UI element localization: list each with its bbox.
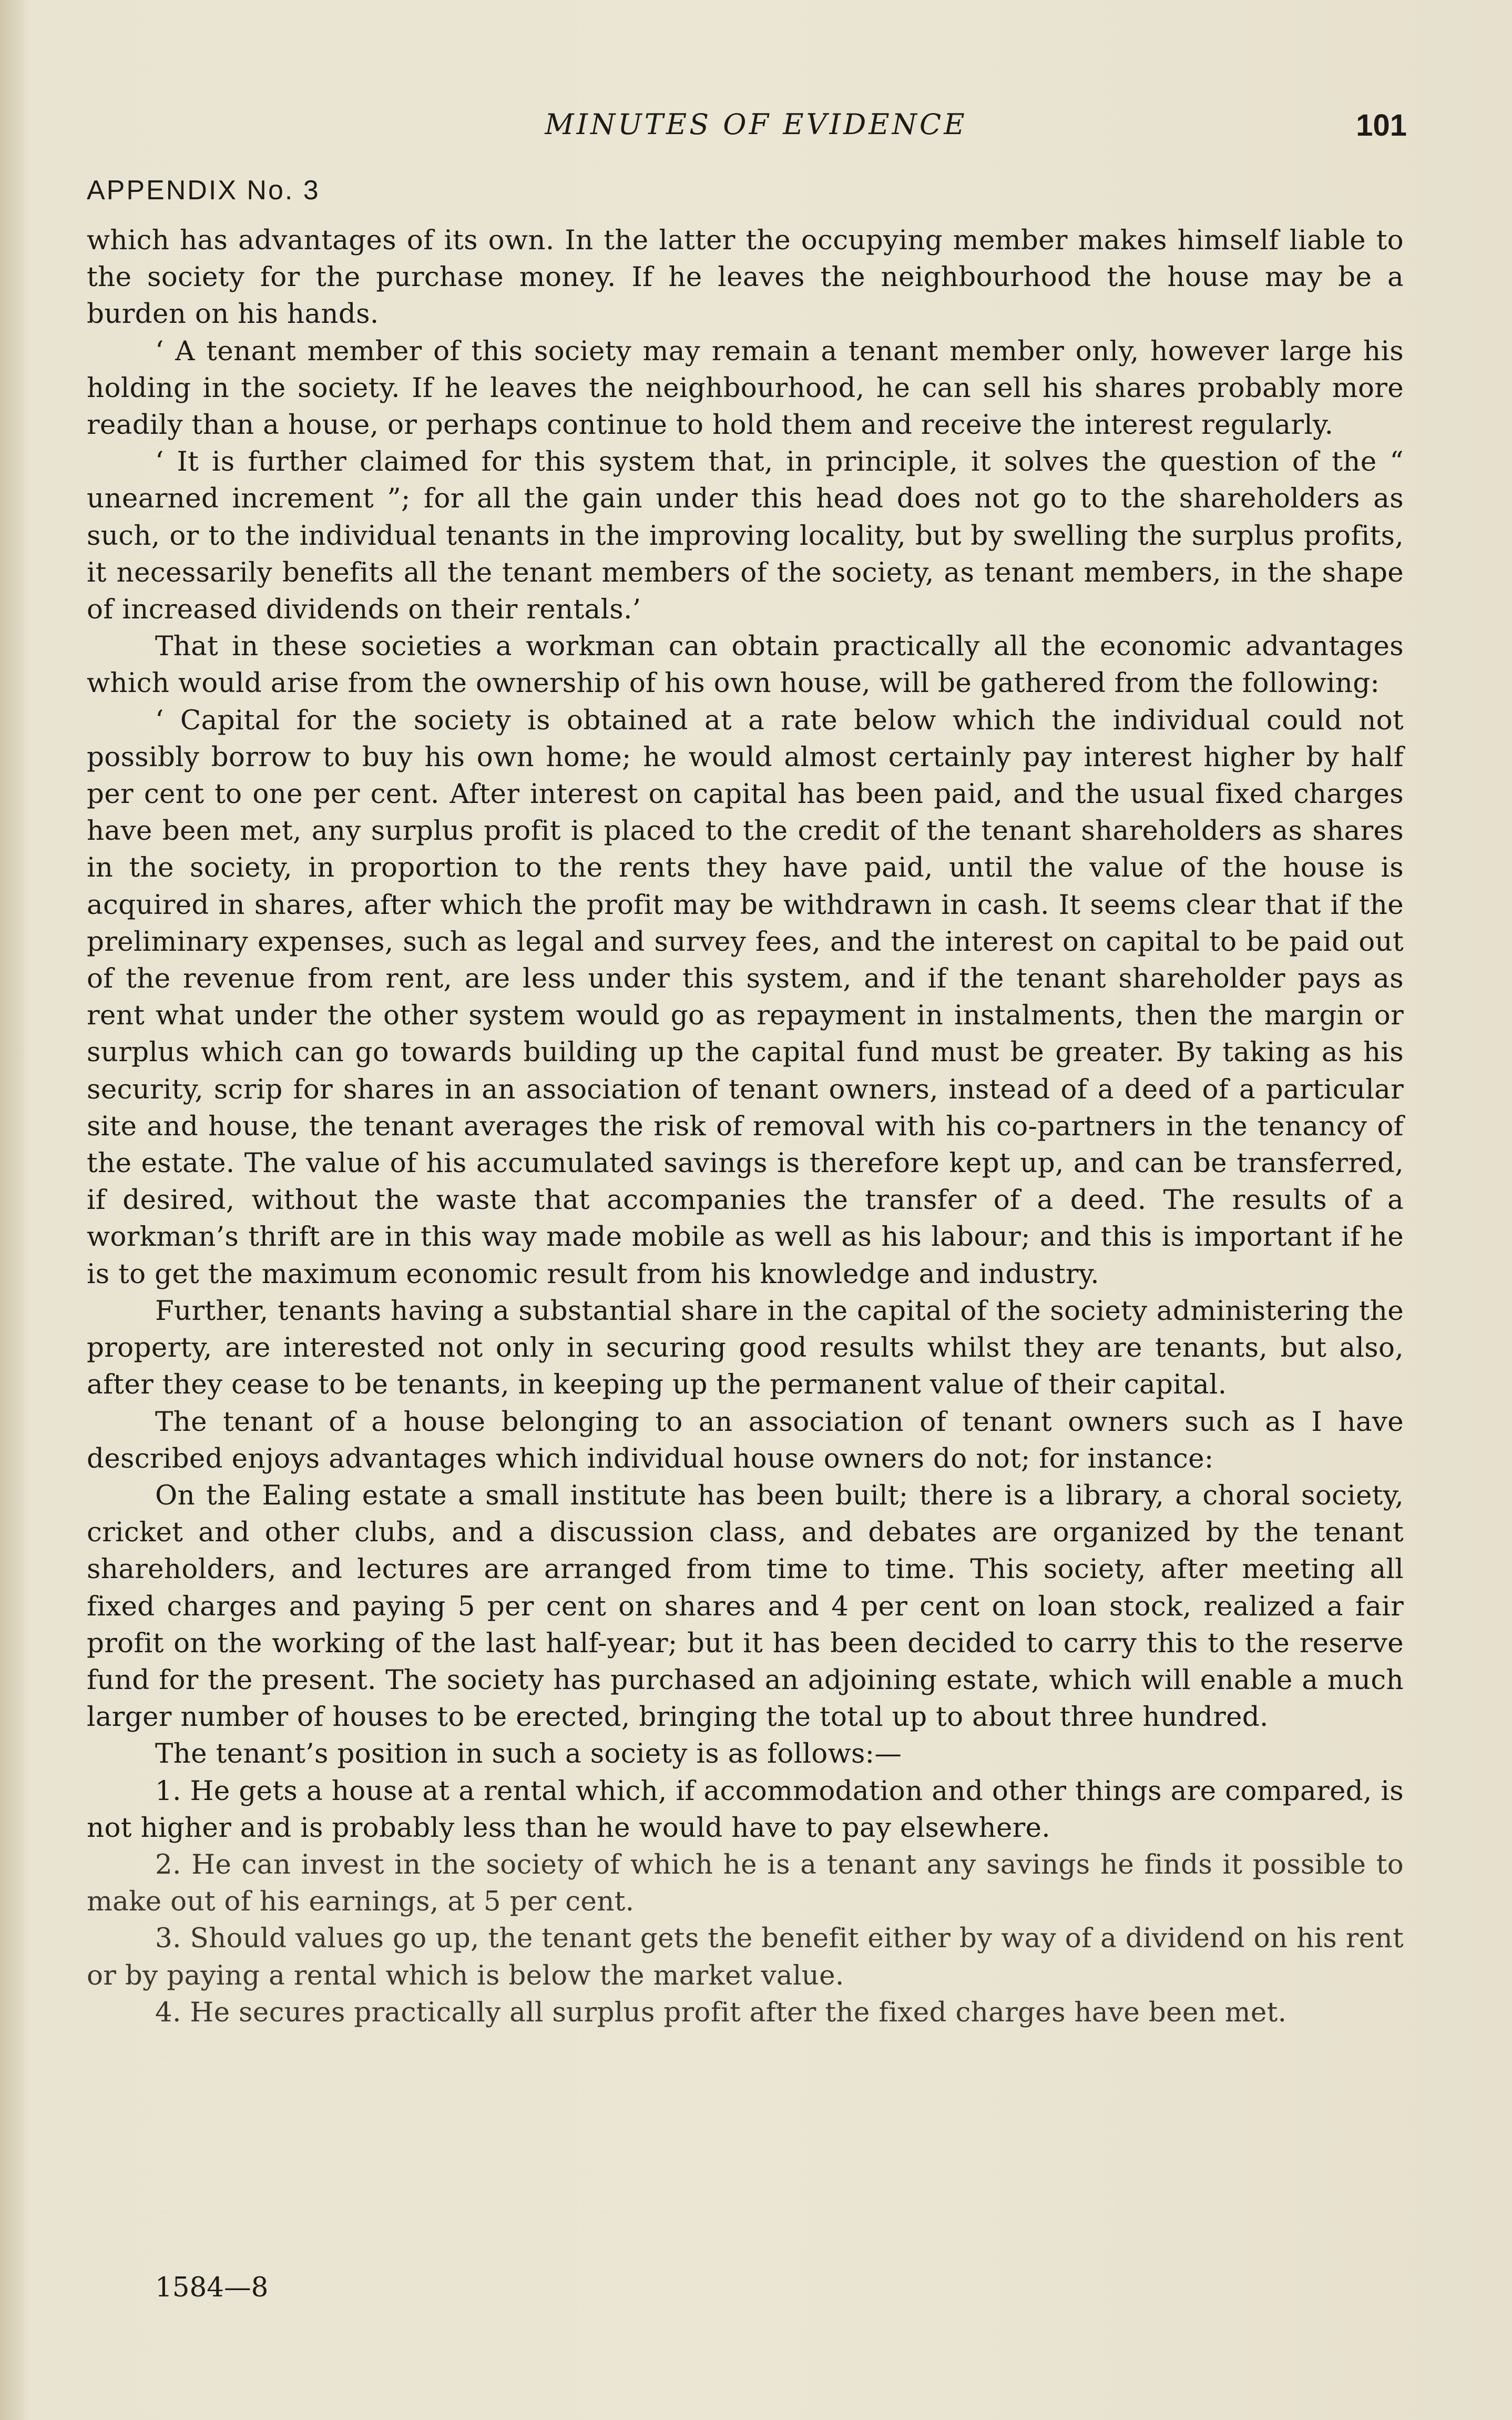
paragraph: The tenant of a house belonging to an association of tenant owners such as I have described enjoys advantages which individual house owners do not; for instance: bbox=[87, 1406, 1404, 1475]
paragraph: On the Ealing estate a small institute has been built; there is a library, a choral society, cricket and other clubs, and a discussion class, and debates are organized by the tenant shareholders, and lectures are arranged from time to time. This society, after meeting all fixed charges and paying 5 per cent on shares and 4 per cent on loan stock, realized a fair profit on the working of the last half-year; but it has been decided to carry this to the reserve fund for the present. The society has purchased an adjoining estate, which will enable a much larger number of houses to be erected, bringing the total up to about three hundred. bbox=[87, 1479, 1404, 1733]
list-item: 4. He secures practically all surplus profit after the fixed charges have been met. bbox=[155, 1996, 1287, 2028]
paragraph: ‘ It is further claimed for this system that, in principle, it solves the question of the “ unearned increment ”; for all the gain under this head does not go to the shareholders as such, or to the individual tenants in the improving locality, but by swelling the surplus profits, it necessarily benefits all the tenant members of the society, as tenant members, in the shape of increased dividends on their rentals.’ bbox=[87, 446, 1404, 626]
paragraph: The tenant’s position in such a society is as follows:— bbox=[155, 1738, 902, 1770]
list-item: 3. Should values go up, the tenant gets the benefit either by way of a dividend on his rent or by paying a rental which is below the market value. bbox=[87, 1923, 1404, 1991]
paragraph: ‘ Capital for the society is obtained at a rate below which the individual could not possibly borrow to buy his own home; he would almost certainly pay interest higher by half per cent to one per cent. After interest on capital has been paid, and the usual fixed charges have been met, any surplus profit is placed to the credit of the tenant shareholders as shares in the society, in proportion to the rents they have paid, until the value of the house is acquired in shares, after which the profit may be withdrawn in cash. It seems clear that if the preliminary expenses, such as legal and survey fees, and the interest on capital to be paid out of the revenue from rent, are less under this system, and if the tenant shareholder pays as rent what under the other system would go as repayment in instalments, then the margin or surplus which can go towards building up the capital fund must be greater. By taking as his security, scrip for shares in an association of tenant owners, instead of a deed of a particular site and house, the tenant averages the risk of removal with his co-partners in the tenancy of the estate. The value of his accumulated savings is therefore kept up, and can be transferred, if desired, without the waste that accompanies the transfer of a deed. The results of a workman’s thrift are in this way made mobile as well as his labour; and this is important if he is to get the maximum economic result from his knowledge and industry. bbox=[87, 704, 1404, 1290]
paragraph: Further, tenants having a substantial share in the capital of the society administering the property, are interested not only in securing good results whilst they are tenants, but also, after they cease to be tenants, in keeping up the permanent value of their capital. bbox=[87, 1295, 1404, 1401]
page-number: 101 bbox=[1356, 108, 1407, 143]
running-head: MINUTES OF EVIDENCE bbox=[545, 108, 967, 141]
paragraph: That in these societies a workman can obtain practically all the economic advantages which would arise from the ownership of his own house, will be gathered from the following: bbox=[87, 631, 1404, 699]
body-text bbox=[87, 222, 1404, 2031]
list-item: 1. He gets a house at a rental which, if accommodation and other things are compared, is not higher and is probably less than he would have to pay elsewhere. bbox=[87, 1775, 1404, 1844]
appendix-label: APPENDIX No. 3 bbox=[87, 175, 320, 206]
page-spine-shadow bbox=[0, 0, 24, 2420]
paragraph: ‘ A tenant member of this society may remain a tenant member only, however large his holding in the society. If he leaves the neighbourhood, he can sell his shares probably more readily than a house, or perhaps continue to hold them and receive the interest regularly. bbox=[87, 335, 1404, 441]
list-item: 2. He can invest in the society of which he is a tenant any savings he finds it possible to make out of his earnings, at 5 per cent. bbox=[87, 1848, 1404, 1918]
printer-signature: 1584—8 bbox=[155, 2272, 269, 2303]
paragraph: which has advantages of its own. In the latter the occupying member makes himself liable to the society for the purchase money. If he leaves the neighbourhood the house may be a burden on his hands. bbox=[87, 225, 1404, 330]
